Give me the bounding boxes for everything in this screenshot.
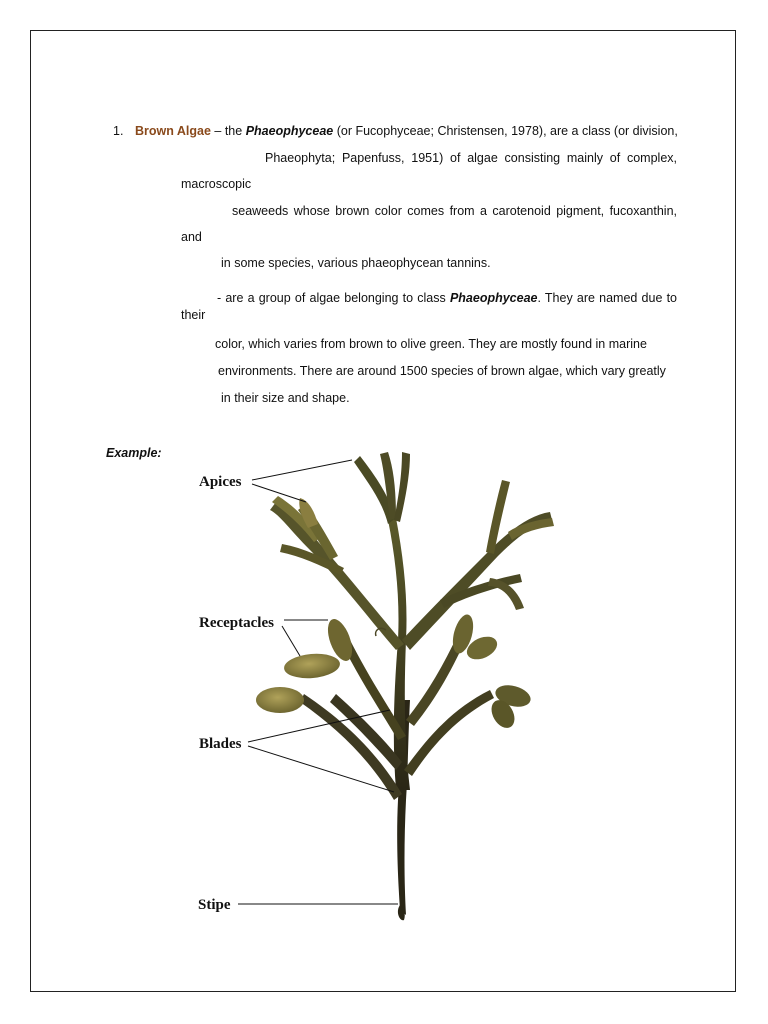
label-receptacles: Receptacles [199,615,274,631]
receptacle-1 [283,652,341,681]
seaweed-illustration [190,440,560,930]
second-paragraph-line-3: color, which varies from brown to olive green. They are mostly found in marine [215,337,647,351]
second-paragraph-line-4: environments. There are around 1500 species of brown algae, which vary greatly [218,364,666,378]
second-paragraph-line-1: - are a group of algae belonging to class Phaeophyceae. They are named due to [217,291,678,305]
second-paragraph-line-2: their [181,308,206,322]
list-number: 1. [113,124,124,138]
first-paragraph-line-3: macroscopic [181,177,252,191]
label-stipe: Stipe [198,897,231,913]
brown-algae-figure [190,440,560,930]
blade-right-lower [404,690,494,776]
second-paragraph-line-5: in their size and shape. [221,391,350,405]
taxon-name: Phaeophyceae [245,124,334,138]
taxon-name-2: Phaeophyceae [449,291,538,305]
term-brown-algae: Brown Algae [135,124,211,138]
first-paragraph-line-2: Phaeophyta; Papenfuss, 1951) of algae consisting mainly of complex, [265,151,677,165]
first-paragraph-line-4: seaweeds whose brown color comes from a carotenoid pigment, fucoxanthin, [232,204,677,218]
apex-top-right [394,452,410,522]
label-apices: Apices [199,474,242,490]
first-paragraph-line-5: and [181,230,202,244]
first-paragraph-line-1: Brown Algae – the Phaeophyceae (or Fucophyceae; Christensen, 1978), are a class (or division, [135,124,678,138]
example-label: Example: [106,446,162,460]
blade-right-upper [402,512,552,650]
receptacle-2 [256,687,304,713]
label-blades: Blades [199,736,242,752]
first-paragraph-line-6: in some species, various phaeophycean tannins. [221,256,491,270]
